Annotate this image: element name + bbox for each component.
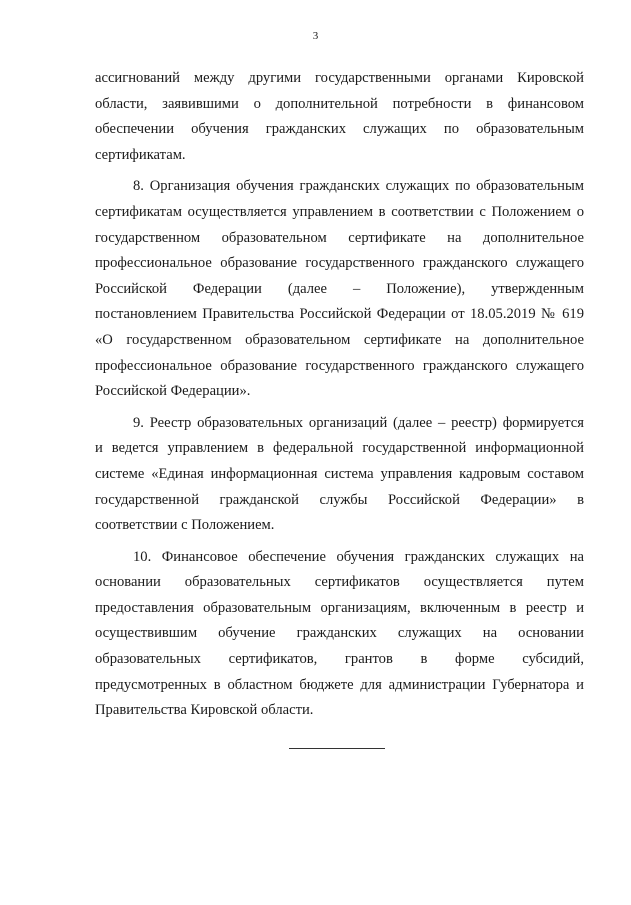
text-line: системе «Единая информационная система управления кадровым составом <box>95 465 584 482</box>
text-line: осуществившим обучение гражданских служащих на основании <box>95 625 584 642</box>
text-line: Правительства Кировской области. <box>95 702 314 719</box>
text-line: «О государственном образовательном сертификате на дополнительное <box>95 331 584 348</box>
paragraph-item-8 <box>95 174 584 404</box>
text-line: соответствии с Положением. <box>95 517 275 534</box>
text-line: 8. Организация обучения гражданских служащих по образовательным <box>133 178 584 195</box>
document-body <box>95 66 584 730</box>
text-line: обеспечении обучения гражданских служащих по образовательным <box>95 121 584 138</box>
paragraph-item-9 <box>95 411 584 539</box>
paragraph-item-10 <box>95 545 584 724</box>
text-line: государственной гражданской службы Российской Федерации» в <box>95 491 584 508</box>
text-line: сертификатам. <box>95 146 186 163</box>
text-line: профессиональное образование государственного гражданского служащего <box>95 255 584 272</box>
page-number: 3 <box>312 30 319 42</box>
text-line: постановлением Правительства Российской Федерации от 18.05.2019 № 619 <box>95 306 584 323</box>
text-line: ассигнований между другими государственными органами Кировской <box>95 70 584 86</box>
text-line: предоставления образовательным организациям, включенным в реестр и <box>95 599 584 616</box>
text-line: сертификатам осуществляется управлением в соответствии с Положением о <box>95 203 584 220</box>
text-line: области, заявившими о дополнительной потребности в финансовом <box>95 95 584 112</box>
text-line: основании образовательных сертификатов осуществляется путем <box>95 574 584 591</box>
text-line: профессиональное образование государственного гражданского служащего <box>95 357 584 374</box>
text-line: 10. Финансовое обеспечение обучения гражданских служащих на <box>133 548 584 565</box>
text-line: государственном образовательном сертификате на дополнительное <box>95 229 584 246</box>
text-line: образовательных сертификатов, грантов в форме субсидий, <box>95 651 584 668</box>
text-line: и ведется управлением в федеральной государственной информационной <box>95 440 584 457</box>
text-line: Российской Федерации (далее – Положение), утвержденным <box>95 280 584 297</box>
paragraph-continuation <box>95 66 584 168</box>
text-line: 9. Реестр образовательных организаций (далее – реестр) формируется <box>133 414 584 431</box>
end-divider <box>289 748 385 749</box>
text-line: предусмотренных в областном бюджете для администрации Губернатора и <box>95 676 584 693</box>
text-line: Российской Федерации». <box>95 383 251 400</box>
